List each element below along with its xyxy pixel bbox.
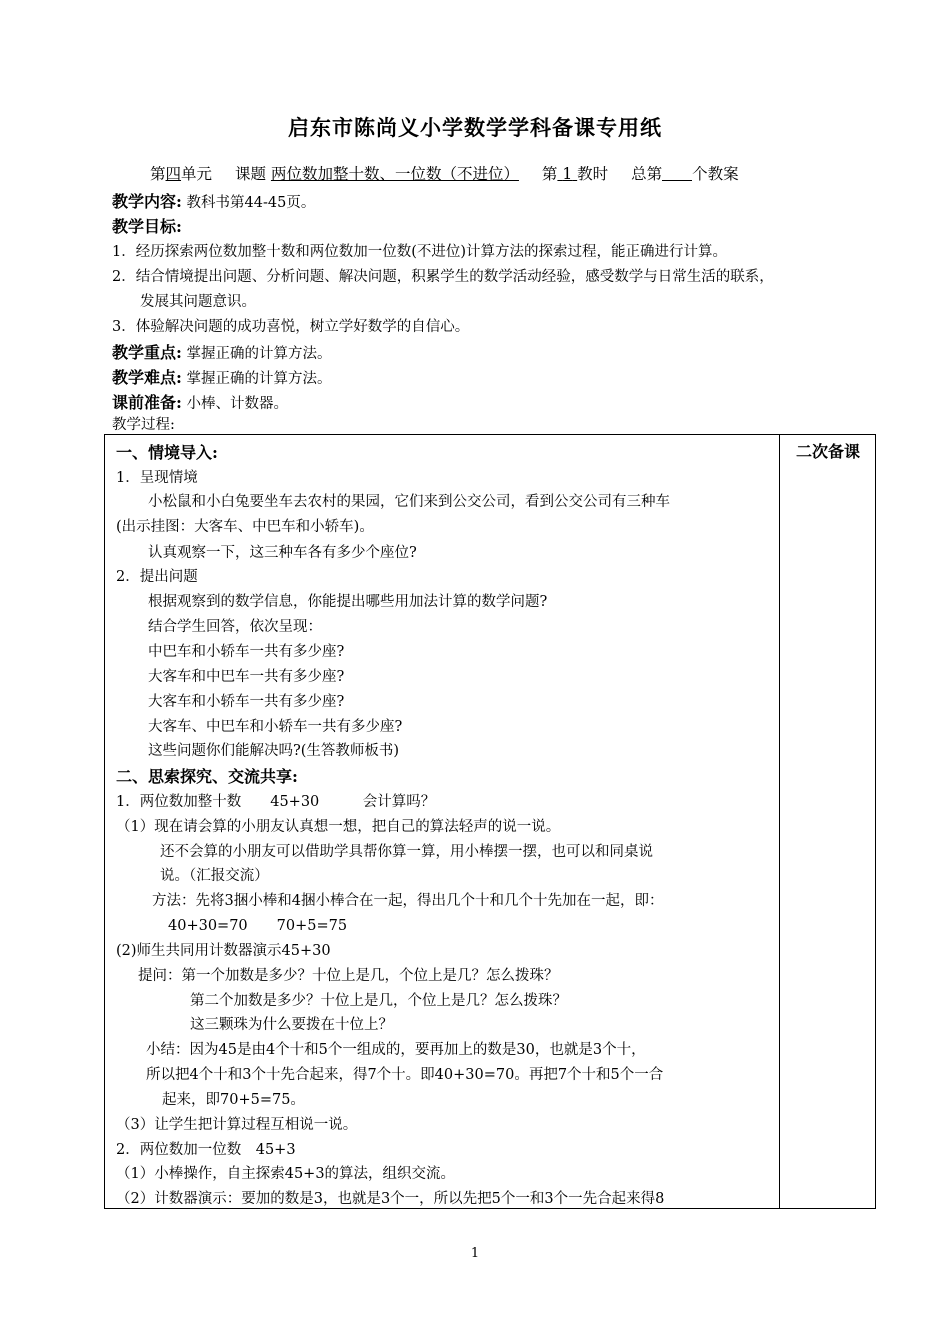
second-prep-header: 二次备课 [795,442,860,461]
column-divider [779,435,780,1208]
table-line: 还不会算的小朋友可以借助学具帮你算一算，用小棒摆一摆，也可以和同桌说 [160,844,653,860]
topic: 两位数加整十数、一位数（不进位） [270,165,519,183]
content-line [112,189,315,212]
table-line: 根据观察到的数学信息，你能提出哪些用加法计算的数学问题? [148,594,548,610]
table-line: (出示挂图：大客车、中巴车和小轿车)。 [116,519,374,535]
key-point-line [112,340,332,363]
table-line: 小松鼠和小白兔要坐车去农村的果园，它们来到公交公司，看到公交公司有三种车 [148,494,670,510]
goal-item: 2．结合情境提出问题、分析问题、解决问题，积累学生的数学活动经验，感受数学与日常生活的联系， [112,269,774,285]
prep-text: 小棒、计数器。 [186,396,289,412]
page-number: 1 [470,1246,480,1261]
table-line: 方法：先将3捆小棒和4捆小棒合在一起，得出几个十和几个十先加在一起，即： [152,893,664,909]
table-line: 大客车和小轿车一共有多少座? [148,694,345,710]
content-label: 教学内容: [112,192,182,211]
goal-item: 3．体验解决问题的成功喜悦，树立学好数学的自信心。 [112,319,470,335]
goals-label: 教学目标: [112,217,182,236]
unit-suffix: 单元 [181,165,213,183]
page-title: 启东市陈尚义小学数学学科备课专用纸 [288,115,662,140]
section-heading: 一、情境导入: [116,443,218,462]
topic-label: 课题 [234,165,266,183]
table-line: 起来，即70+5=75。 [162,1092,305,1108]
table-line: 提问：第一个加数是多少？十位上是几，个位上是几？怎么拨珠？ [138,968,559,984]
content-text: 教科书第44-45页。 [186,195,316,211]
lesson-meta [150,162,739,184]
difficult-label: 教学难点: [112,368,182,387]
lesson-suffix: 教时 [577,165,609,183]
unit-number: 四 [165,165,182,183]
table-line: 40+30=70 70+5=75 [168,918,348,934]
table-line: 认真观察一下，这三种车各有多少个座位? [148,545,417,561]
table-line: 所以把4个十和3个十先合起来，得7个十。即40+30=70。再把7个十和5个一合 [146,1067,664,1083]
table-line: 大客车和中巴车一共有多少座? [148,669,345,685]
difficult-text: 掌握正确的计算方法。 [186,371,332,387]
table-line: 2．两位数加一位数 45+3 [116,1142,296,1158]
table-line: 中巴车和小轿车一共有多少座? [148,644,345,660]
table-line: 这三颗珠为什么要拨在十位上？ [190,1017,393,1033]
lesson-prefix: 第 [541,165,558,183]
table-line: 1．呈现情境 [116,470,198,486]
table-line: （2）计数器演示：要加的数是3，也就是3个一，所以先把5个一和3个一先合起来得8 [116,1191,665,1207]
unit-prefix: 第 [150,165,166,183]
difficulty-line [112,365,332,388]
table-line: （3）让学生把计算过程互相说一说。 [116,1117,358,1133]
table-line: 结合学生回答，依次呈现： [148,619,322,635]
section-heading: 二、思索探究、交流共享: [116,767,298,786]
table-line: （1）现在请会算的小朋友认真想一想，把自己的算法轻声的说一说。 [116,819,561,835]
table-line: 2．提出问题 [116,569,198,585]
total-suffix: 个教案 [692,165,739,183]
table-line: 1．两位数加整十数 45+30 会计算吗？ [116,794,436,810]
goals-heading [112,214,182,237]
total-prefix: 总第 [631,165,663,183]
table-line: 说。（汇报交流） [160,868,269,884]
total-blank [662,166,692,181]
lesson-process-table [104,434,876,1209]
goal-item: 1．经历探索两位数加整十数和两位数加一位数(不进位)计算方法的探索过程，能正确进行计算。 [112,244,728,260]
prep-line [112,390,288,413]
table-line: 第二个加数是多少？十位上是几，个位上是几？怎么拨珠？ [190,993,567,1009]
table-line: （1）小棒操作，自主探索45+3的算法，组织交流。 [116,1166,456,1182]
table-line: (2)师生共同用计数器演示45+30 [116,943,331,959]
key-label: 教学重点: [112,343,182,362]
process-label: 教学过程: [112,417,175,433]
table-line: 这些问题你们能解决吗?(生答教师板书) [148,743,400,759]
prep-label: 课前准备: [112,393,182,412]
table-line: 小结：因为45是由4个十和5个一组成的，要再加上的数是30，也就是3个十， [146,1042,646,1058]
goal-item: 发展其问题意识。 [140,294,256,310]
table-line: 大客车、中巴车和小轿车一共有多少座? [148,719,403,735]
lesson-number: 1 [562,165,573,183]
key-text: 掌握正确的计算方法。 [186,346,332,362]
